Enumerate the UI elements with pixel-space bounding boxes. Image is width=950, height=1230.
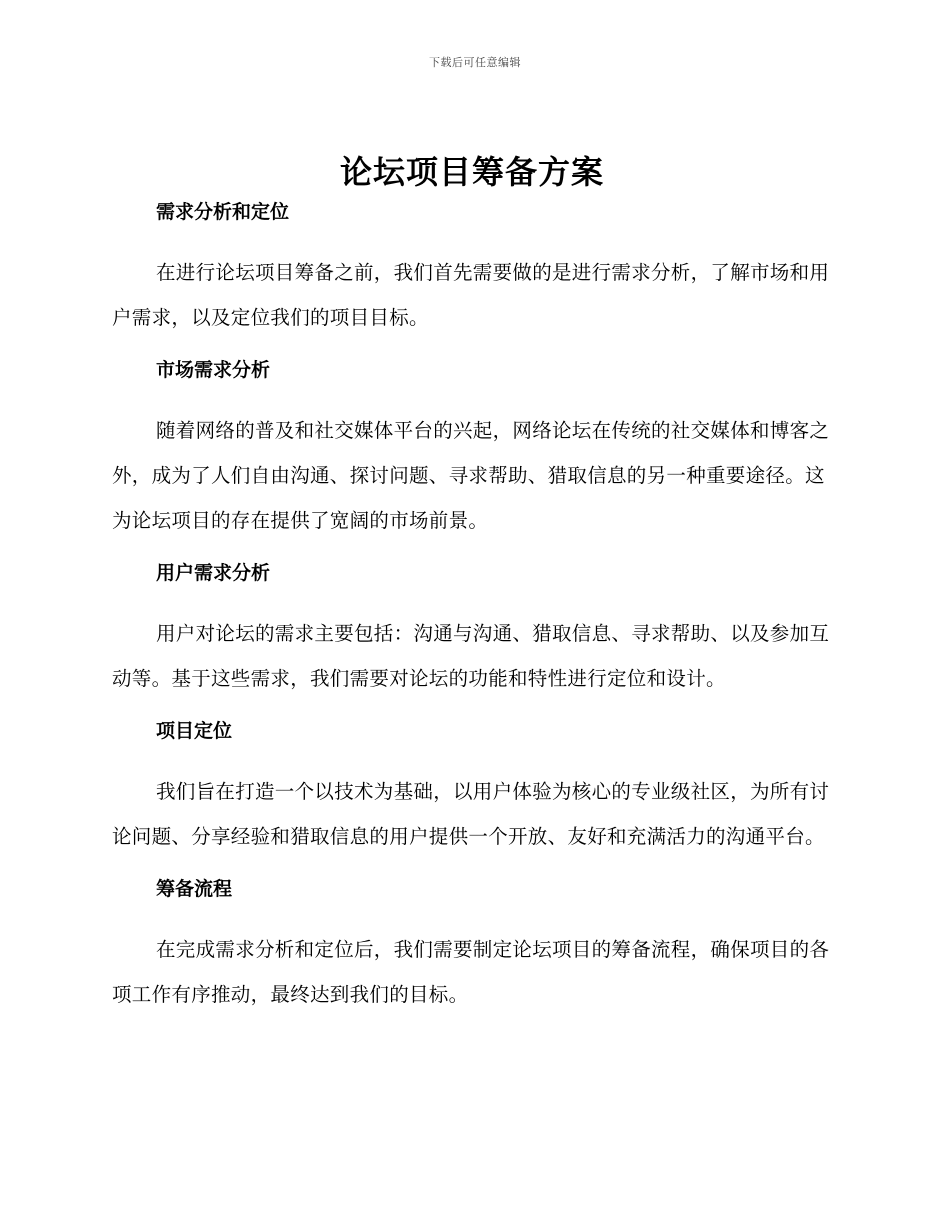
section-paragraph-process: 在完成需求分析和定位后，我们需要制定论坛项目的筹备流程，确保项目的各项工作有序推动，最终达到我们的目标。 [112,938,830,1006]
section-paragraph-requirements: 在进行论坛项目筹备之前，我们首先需要做的是进行需求分析，了解市场和用户需求，以及定位我们的项目目标。 [112,261,830,329]
document-title: 论坛项目筹备方案 [339,153,604,191]
section-heading-positioning: 项目定位 [156,720,233,742]
section-heading-process: 筹备流程 [156,878,233,900]
section-heading-user: 用户需求分析 [156,562,271,584]
section-paragraph-market: 随着网络的普及和社交媒体平台的兴起，网络论坛在传统的社交媒体和博客之外，成为了人们自由沟通、探讨问题、寻求帮助、猎取信息的另一种重要途径。这为论坛项目的存在提供了宽阔的市场前景。 [112,419,830,532]
section-paragraph-positioning: 我们旨在打造一个以技术为基础，以用户体验为核心的专业级社区，为所有讨论问题、分享经验和猎取信息的用户提供一个开放、友好和充满活力的沟通平台。 [112,780,830,848]
document-body [112,150,832,1031]
section-heading-requirements: 需求分析和定位 [156,201,290,223]
section-paragraph-user: 用户对论坛的需求主要包括：沟通与沟通、猎取信息、寻求帮助、以及参加互动等。基于这些需求，我们需要对论坛的功能和特性进行定位和设计。 [112,622,830,690]
section-heading-market: 市场需求分析 [156,359,271,381]
page-header: 下载后可任意编辑 [429,56,521,69]
